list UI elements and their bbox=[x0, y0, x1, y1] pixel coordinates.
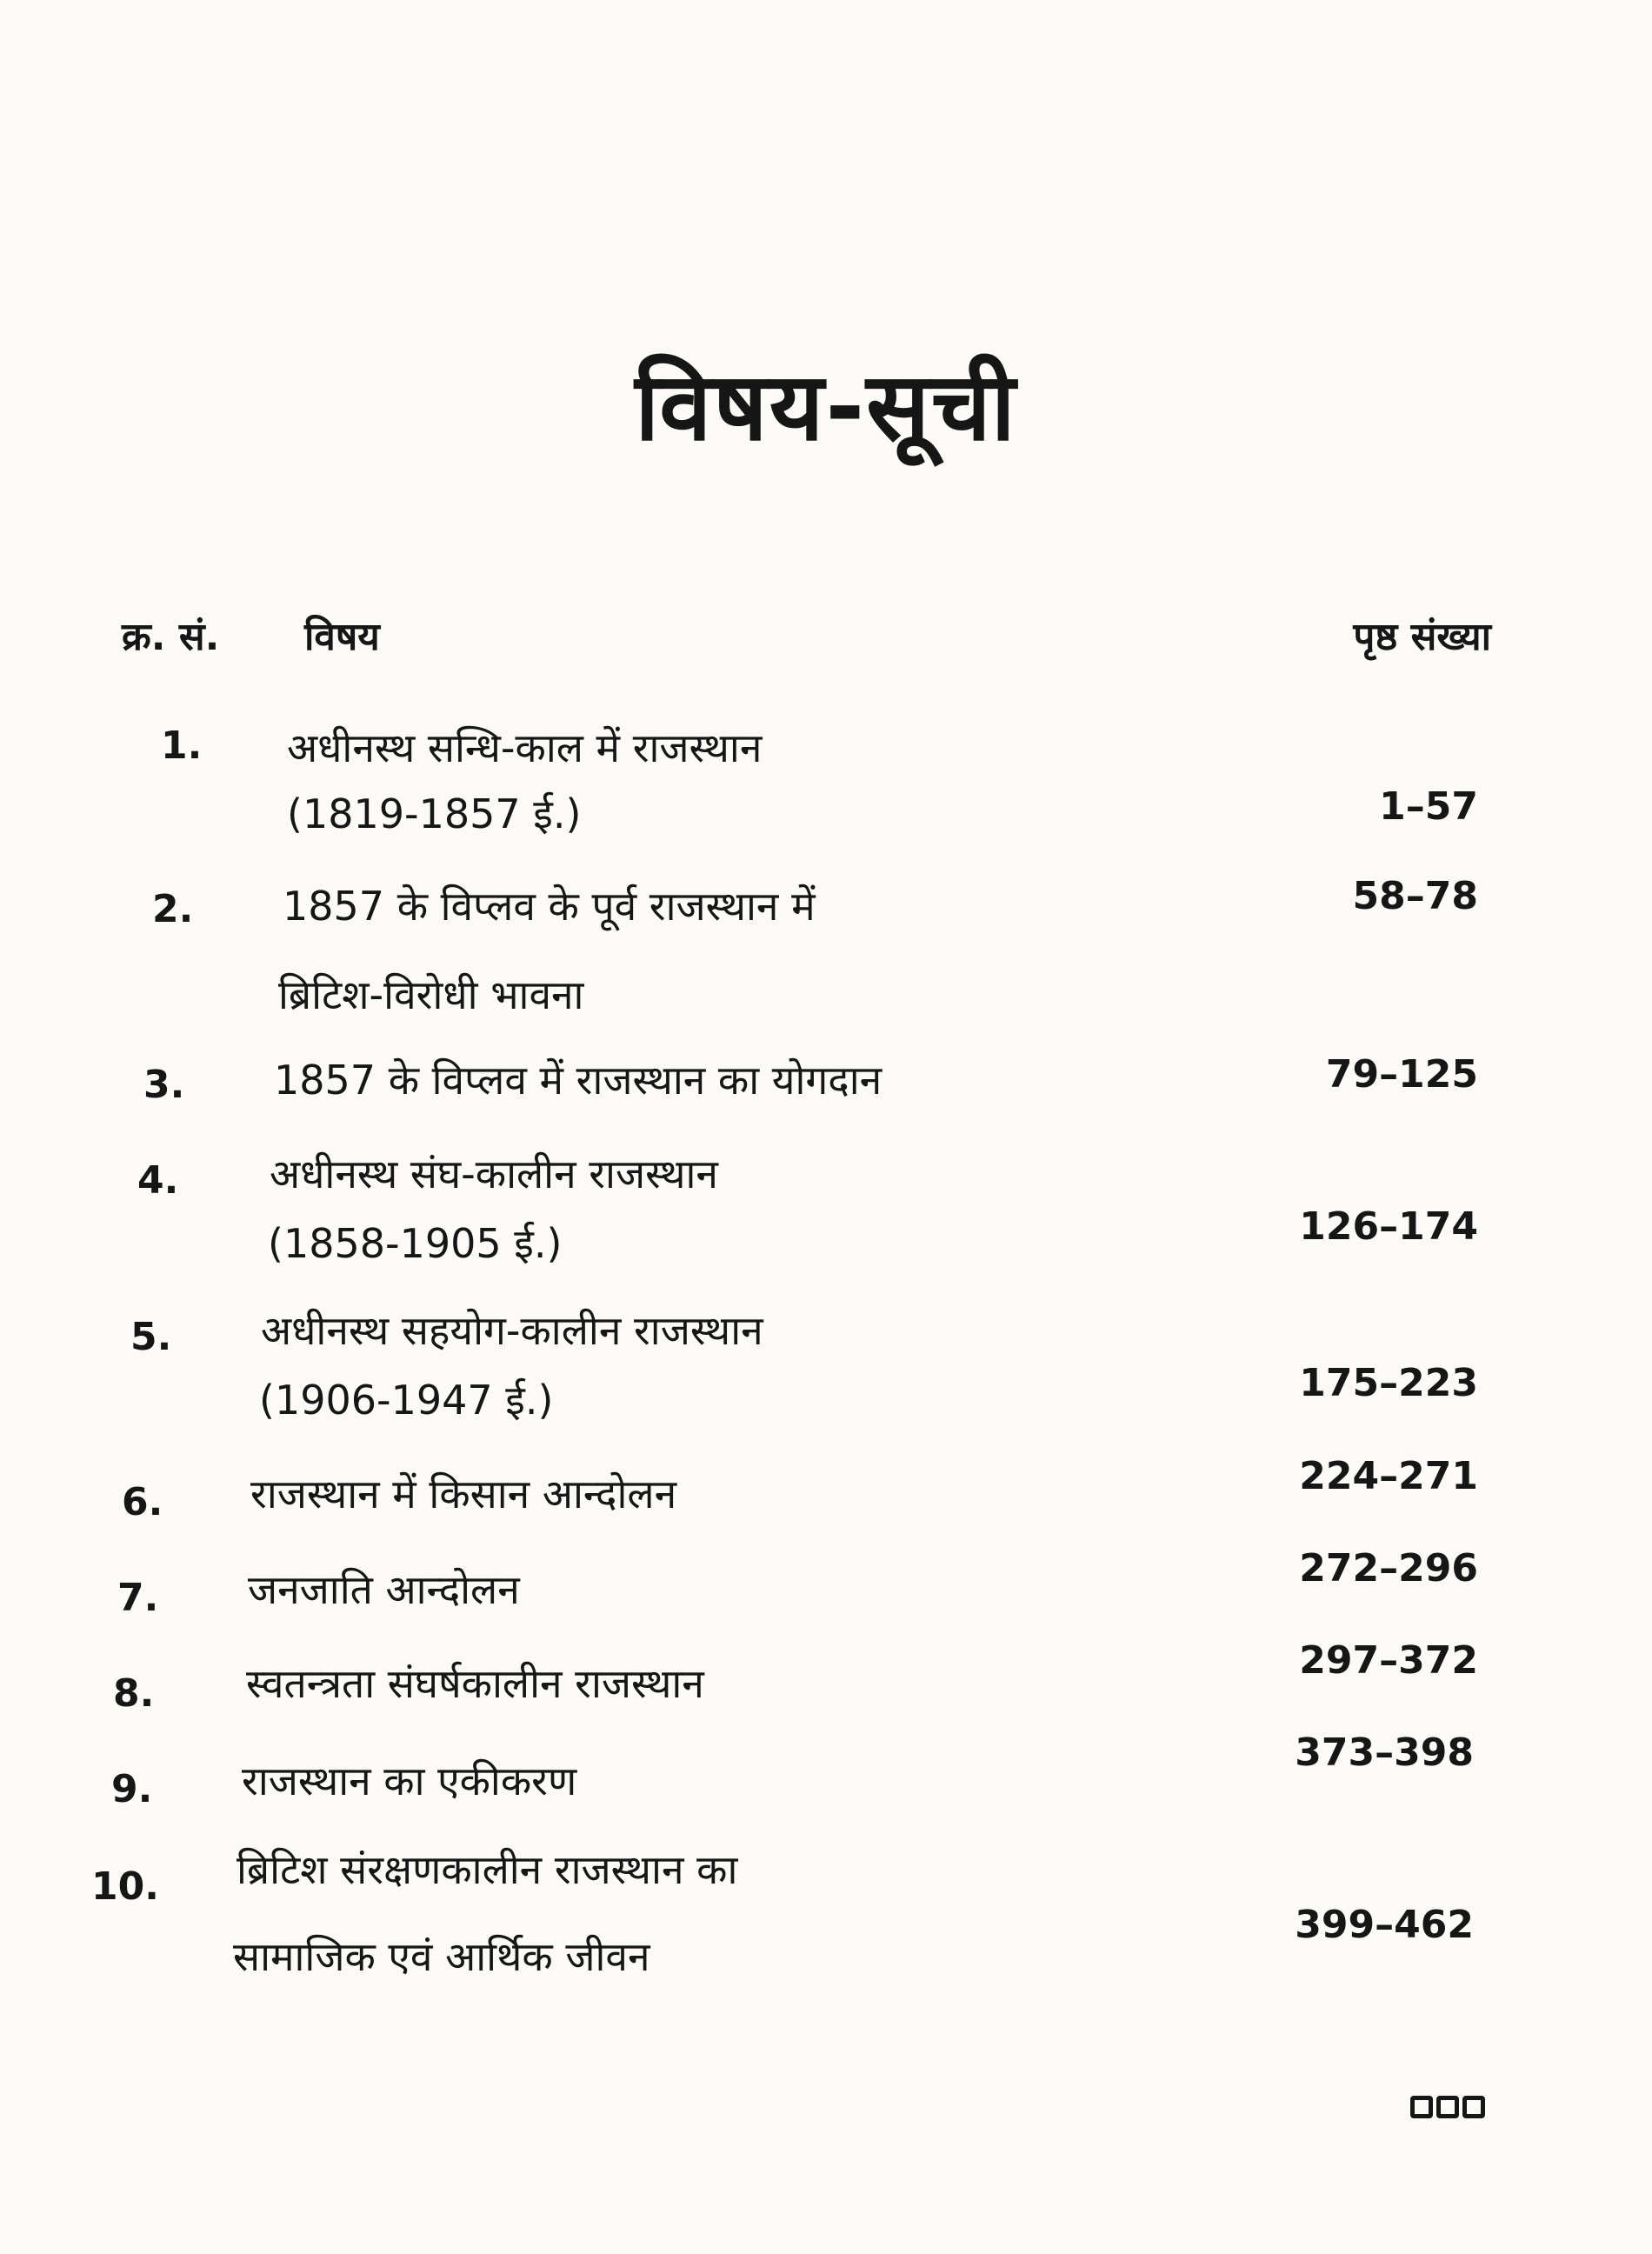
entry-pages: 79–125 bbox=[1325, 1052, 1478, 1097]
entry-subtitle: (1906-1947 ई.) bbox=[259, 1377, 554, 1424]
subject-column-header: विषय bbox=[304, 615, 380, 659]
entry-pages: 58–78 bbox=[1352, 874, 1478, 918]
entry-number: 7. bbox=[117, 1576, 159, 1620]
entry-pages: 126–174 bbox=[1299, 1204, 1478, 1249]
entry-number: 6. bbox=[122, 1480, 163, 1524]
entry-number: 3. bbox=[143, 1063, 185, 1107]
entry-number: 5. bbox=[130, 1315, 172, 1359]
entry-number: 10. bbox=[91, 1864, 159, 1909]
entry-title: राजस्थान में किसान आन्दोलन bbox=[250, 1470, 677, 1517]
entry-title: जनजाति आन्दोलन bbox=[248, 1566, 520, 1613]
entry-number: 2. bbox=[152, 887, 194, 931]
entry-title: 1857 के विप्लव के पूर्व राजस्थान में bbox=[283, 883, 816, 930]
entry-title: राजस्थान का एकीकरण bbox=[242, 1757, 577, 1804]
entry-pages: 297–372 bbox=[1299, 1638, 1478, 1683]
entry-title: अधीनस्थ सन्धि-काल में राजस्थान bbox=[287, 724, 763, 771]
entry-number: 1. bbox=[161, 724, 203, 768]
end-square-icon bbox=[1410, 2096, 1433, 2118]
entry-title: स्वतन्त्रता संघर्षकालीन राजस्थान bbox=[246, 1660, 704, 1707]
entry-pages: 272–296 bbox=[1299, 1546, 1478, 1590]
entry-subtitle: (1858-1905 ई.) bbox=[268, 1220, 563, 1267]
entry-pages: 373–398 bbox=[1295, 1731, 1474, 1775]
entry-title: अधीनस्थ सहयोग-कालीन राजस्थान bbox=[261, 1307, 763, 1354]
entry-pages: 399–462 bbox=[1295, 1903, 1474, 1947]
entry-pages: 1–57 bbox=[1379, 784, 1478, 829]
entry-subtitle: सामाजिक एवं आर्थिक जीवन bbox=[233, 1933, 650, 1980]
entry-title: 1857 के विप्लव में राजस्थान का योगदान bbox=[274, 1057, 883, 1104]
page-column-header: पृष्ठ संख्या bbox=[1353, 615, 1491, 659]
entry-number: 4. bbox=[137, 1158, 179, 1203]
entry-number: 8. bbox=[113, 1671, 155, 1716]
entry-subtitle: (1819-1857 ई.) bbox=[287, 790, 582, 837]
entry-number: 9. bbox=[111, 1767, 153, 1811]
entry-subtitle: ब्रिटिश-विरोधी भावना bbox=[278, 971, 584, 1018]
end-of-section-mark bbox=[1410, 2096, 1485, 2118]
entry-title: अधीनस्थ संघ-कालीन राजस्थान bbox=[270, 1150, 718, 1197]
entry-pages: 224–271 bbox=[1299, 1454, 1478, 1498]
entry-title: ब्रिटिश संरक्षणकालीन राजस्थान का bbox=[236, 1846, 738, 1893]
serial-column-header: क्र. सं. bbox=[122, 615, 220, 659]
end-square-icon bbox=[1436, 2096, 1459, 2118]
entry-pages: 175–223 bbox=[1299, 1361, 1478, 1405]
end-square-icon bbox=[1462, 2096, 1485, 2118]
page-title: विषय-सूची bbox=[635, 353, 1017, 462]
